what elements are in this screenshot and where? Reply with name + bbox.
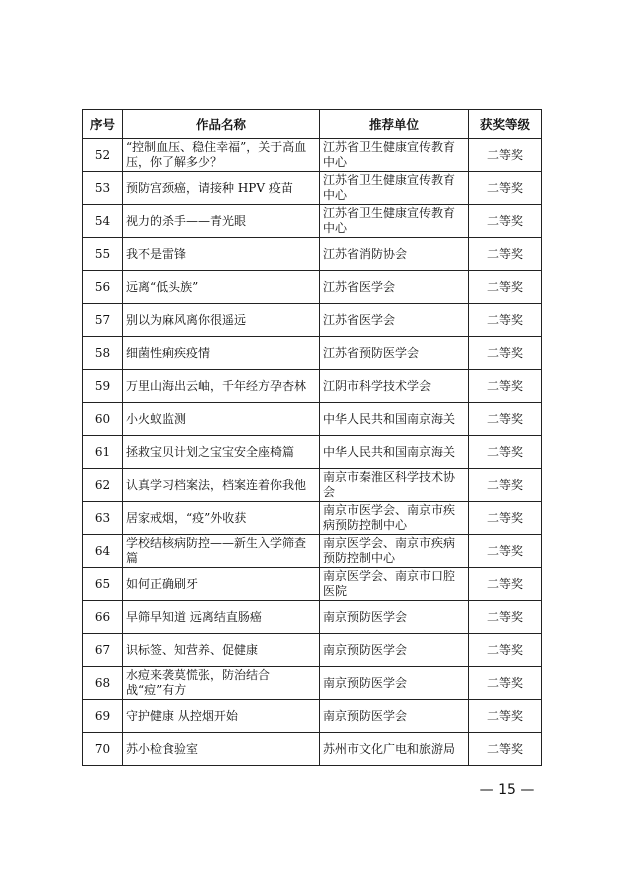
work-title: 预防宫颈癌，请接种 HPV 疫苗 xyxy=(123,172,320,205)
table-row xyxy=(83,238,542,271)
table-row xyxy=(83,172,542,205)
recommending-unit: 南京医学会、南京市疾病预防控制中心 xyxy=(320,535,469,568)
row-number: 66 xyxy=(83,601,123,634)
table-row xyxy=(83,139,542,172)
table-row xyxy=(83,304,542,337)
award-level: 二等奖 xyxy=(469,436,542,469)
recommending-unit: 江苏省消防协会 xyxy=(320,238,469,271)
work-title: 拯救宝贝计划之宝宝安全座椅篇 xyxy=(123,436,320,469)
award-level: 二等奖 xyxy=(469,667,542,700)
work-title: 视力的杀手——青光眼 xyxy=(123,205,320,238)
row-number: 63 xyxy=(83,502,123,535)
table-row xyxy=(83,403,542,436)
recommending-unit: 江阴市科学技术学会 xyxy=(320,370,469,403)
work-title: 苏小检食验室 xyxy=(123,733,320,766)
row-number: 57 xyxy=(83,304,123,337)
row-number: 65 xyxy=(83,568,123,601)
row-number: 68 xyxy=(83,667,123,700)
table-row xyxy=(83,337,542,370)
award-level: 二等奖 xyxy=(469,568,542,601)
row-number: 62 xyxy=(83,469,123,502)
table-row xyxy=(83,469,542,502)
page-number: — 15 — xyxy=(479,782,535,798)
header-level: 获奖等级 xyxy=(469,110,542,139)
recommending-unit: 南京预防医学会 xyxy=(320,634,469,667)
award-level: 二等奖 xyxy=(469,370,542,403)
recommending-unit: 中华人民共和国南京海关 xyxy=(320,403,469,436)
award-level: 二等奖 xyxy=(469,700,542,733)
row-number: 54 xyxy=(83,205,123,238)
row-number: 56 xyxy=(83,271,123,304)
header-unit: 推荐单位 xyxy=(320,110,469,139)
table-row xyxy=(83,733,542,766)
award-level: 二等奖 xyxy=(469,634,542,667)
work-title: 守护健康 从控烟开始 xyxy=(123,700,320,733)
work-title: 我不是雷锋 xyxy=(123,238,320,271)
work-title: 居家戒烟，“疫”外收获 xyxy=(123,502,320,535)
row-number: 53 xyxy=(83,172,123,205)
table-row xyxy=(83,502,542,535)
table-row xyxy=(83,535,542,568)
table-row xyxy=(83,271,542,304)
recommending-unit: 江苏省预防医学会 xyxy=(320,337,469,370)
award-level: 二等奖 xyxy=(469,238,542,271)
table-row xyxy=(83,700,542,733)
recommending-unit: 中华人民共和国南京海关 xyxy=(320,436,469,469)
recommending-unit: 苏州市文化广电和旅游局 xyxy=(320,733,469,766)
row-number: 67 xyxy=(83,634,123,667)
recommending-unit: 南京预防医学会 xyxy=(320,601,469,634)
row-number: 55 xyxy=(83,238,123,271)
awards-table xyxy=(82,109,542,766)
table-row xyxy=(83,568,542,601)
table-header-row xyxy=(83,110,542,139)
work-title: 细菌性痢疾疫情 xyxy=(123,337,320,370)
work-title: 如何正确刷牙 xyxy=(123,568,320,601)
award-level: 二等奖 xyxy=(469,403,542,436)
award-level: 二等奖 xyxy=(469,733,542,766)
row-number: 60 xyxy=(83,403,123,436)
recommending-unit: 南京预防医学会 xyxy=(320,667,469,700)
award-level: 二等奖 xyxy=(469,172,542,205)
award-level: 二等奖 xyxy=(469,337,542,370)
recommending-unit: 江苏省医学会 xyxy=(320,271,469,304)
row-number: 58 xyxy=(83,337,123,370)
award-level: 二等奖 xyxy=(469,205,542,238)
recommending-unit: 江苏省卫生健康宣传教育中心 xyxy=(320,205,469,238)
recommending-unit: 江苏省卫生健康宣传教育中心 xyxy=(320,139,469,172)
award-level: 二等奖 xyxy=(469,304,542,337)
recommending-unit: 南京市秦淮区科学技术协会 xyxy=(320,469,469,502)
header-number: 序号 xyxy=(83,110,123,139)
work-title: “控制血压、稳住幸福”，关于高血压，你了解多少？ xyxy=(123,139,320,172)
award-level: 二等奖 xyxy=(469,139,542,172)
row-number: 59 xyxy=(83,370,123,403)
table-row xyxy=(83,205,542,238)
recommending-unit: 南京预防医学会 xyxy=(320,700,469,733)
award-level: 二等奖 xyxy=(469,502,542,535)
table-row xyxy=(83,667,542,700)
work-title: 识标签、知营养、促健康 xyxy=(123,634,320,667)
recommending-unit: 南京医学会、南京市口腔医院 xyxy=(320,568,469,601)
work-title: 别以为麻风离你很遥远 xyxy=(123,304,320,337)
table-row xyxy=(83,370,542,403)
row-number: 64 xyxy=(83,535,123,568)
work-title: 早筛早知道 远离结直肠癌 xyxy=(123,601,320,634)
work-title: 小火蚁监测 xyxy=(123,403,320,436)
row-number: 61 xyxy=(83,436,123,469)
work-title: 远离“低头族” xyxy=(123,271,320,304)
table-row xyxy=(83,634,542,667)
header-title: 作品名称 xyxy=(123,110,320,139)
work-title: 认真学习档案法，档案连着你我他 xyxy=(123,469,320,502)
table-row xyxy=(83,601,542,634)
award-level: 二等奖 xyxy=(469,601,542,634)
work-title: 学校结核病防控——新生入学筛查篇 xyxy=(123,535,320,568)
row-number: 70 xyxy=(83,733,123,766)
award-level: 二等奖 xyxy=(469,535,542,568)
award-level: 二等奖 xyxy=(469,469,542,502)
recommending-unit: 南京市医学会、南京市疾病预防控制中心 xyxy=(320,502,469,535)
award-level: 二等奖 xyxy=(469,271,542,304)
recommending-unit: 江苏省医学会 xyxy=(320,304,469,337)
row-number: 69 xyxy=(83,700,123,733)
table-row xyxy=(83,436,542,469)
work-title: 万里山海出云岫，千年经方孕杏林 xyxy=(123,370,320,403)
recommending-unit: 江苏省卫生健康宣传教育中心 xyxy=(320,172,469,205)
work-title: 水痘来袭莫慌张，防治结合 战“痘”有方 xyxy=(123,667,320,700)
row-number: 52 xyxy=(83,139,123,172)
